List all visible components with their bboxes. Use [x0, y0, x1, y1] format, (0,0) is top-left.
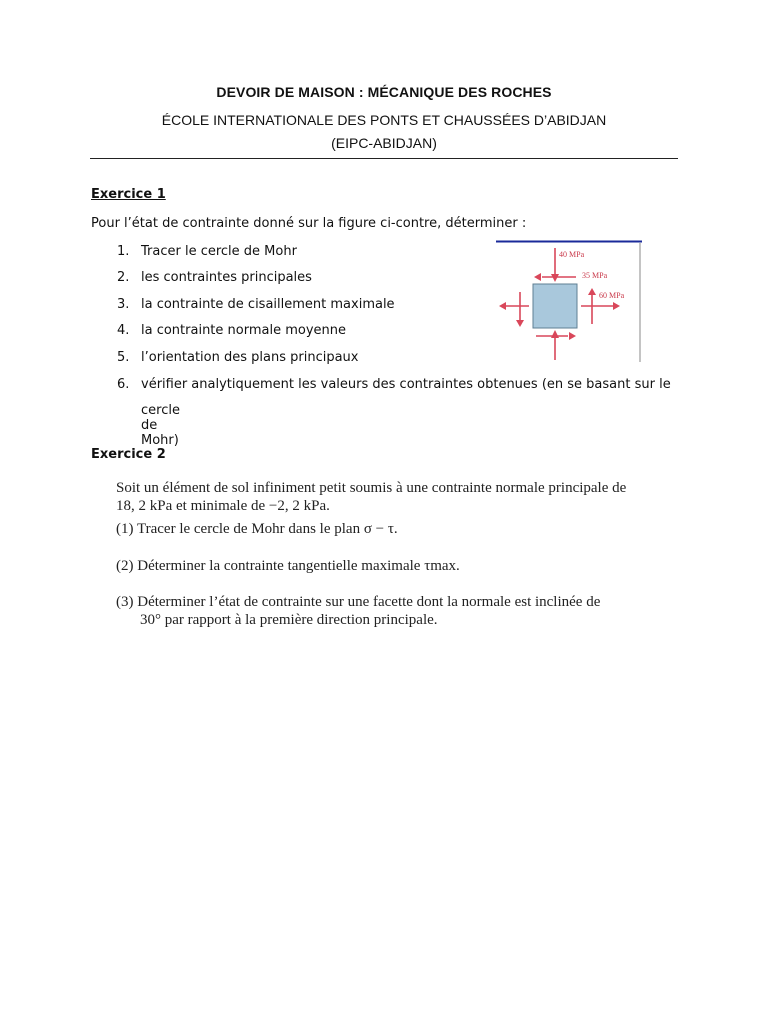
exercise-1-intro: Pour l’état de contrainte donné sur la figure ci-contre, déterminer : [91, 216, 527, 231]
header-divider [90, 158, 678, 159]
question-2: (2) Déterminer la contrainte tangentielle maximale τmax. [116, 558, 460, 574]
label-60-mpa: 60 MPa [599, 291, 625, 300]
top-arrowhead [551, 274, 559, 282]
list-item-number: 2. [117, 270, 130, 285]
list-item-text: la contrainte de cisaillement maximale [141, 297, 395, 312]
list-item-continuation: cercle de Mohr) [141, 403, 180, 448]
list-item-number: 5. [117, 350, 130, 365]
list-item-number: 6. [117, 377, 130, 392]
list-item-text: vérifier analytiquement les valeurs des contraintes obtenues (en se basant sur le [141, 377, 671, 392]
exercise-2-heading: Exercice 2 [91, 447, 166, 462]
left-shear-arrowhead [516, 320, 524, 327]
statement-line-2: 18, 2 kPa et minimale de −2, 2 kPa. [116, 498, 330, 514]
question-3-line-2: 30° par rapport à la première direction principale. [140, 612, 438, 628]
right-shear-arrowhead [588, 288, 596, 295]
question-1: (1) Tracer le cercle de Mohr dans le plan σ − τ. [116, 521, 398, 537]
list-item-text: Tracer le cercle de Mohr [141, 244, 297, 259]
document-title: DEVOIR DE MAISON : MÉCANIQUE DES ROCHES [216, 84, 552, 100]
list-item [117, 297, 395, 312]
list-item [117, 244, 297, 259]
list-item-number: 4. [117, 323, 130, 338]
left-arrowhead [499, 302, 506, 310]
stress-element-square [533, 284, 577, 328]
label-40-mpa: 40 MPa [559, 250, 585, 259]
list-item-number: 1. [117, 244, 130, 259]
stress-element-figure [496, 240, 642, 362]
question-3-line-1: (3) Déterminer l’état de contrainte sur une facette dont la normale est inclinée de [116, 594, 601, 610]
label-35-mpa: 35 MPa [582, 271, 608, 280]
list-item-number: 3. [117, 297, 130, 312]
list-item [117, 323, 347, 338]
school-acronym: (EIPC-ABIDJAN) [331, 135, 437, 151]
bottom-shear-arrowhead [569, 332, 576, 340]
right-arrowhead [613, 302, 620, 310]
list-item-text: la contrainte normale moyenne [141, 323, 347, 338]
school-name: ÉCOLE INTERNATIONALE DES PONTS ET CHAUSSÉES D’ABIDJAN [161, 112, 607, 128]
list-item [117, 350, 359, 365]
top-shear-arrowhead [534, 273, 541, 281]
exercise-1-heading: Exercice 1 [91, 187, 166, 202]
list-item-text: l’orientation des plans principaux [141, 350, 359, 365]
list-item [117, 377, 671, 392]
list-item [117, 270, 312, 285]
list-item-text: les contraintes principales [141, 270, 312, 285]
statement-line-1: Soit un élément de sol infiniment petit soumis à une contrainte normale principale de [116, 480, 627, 496]
